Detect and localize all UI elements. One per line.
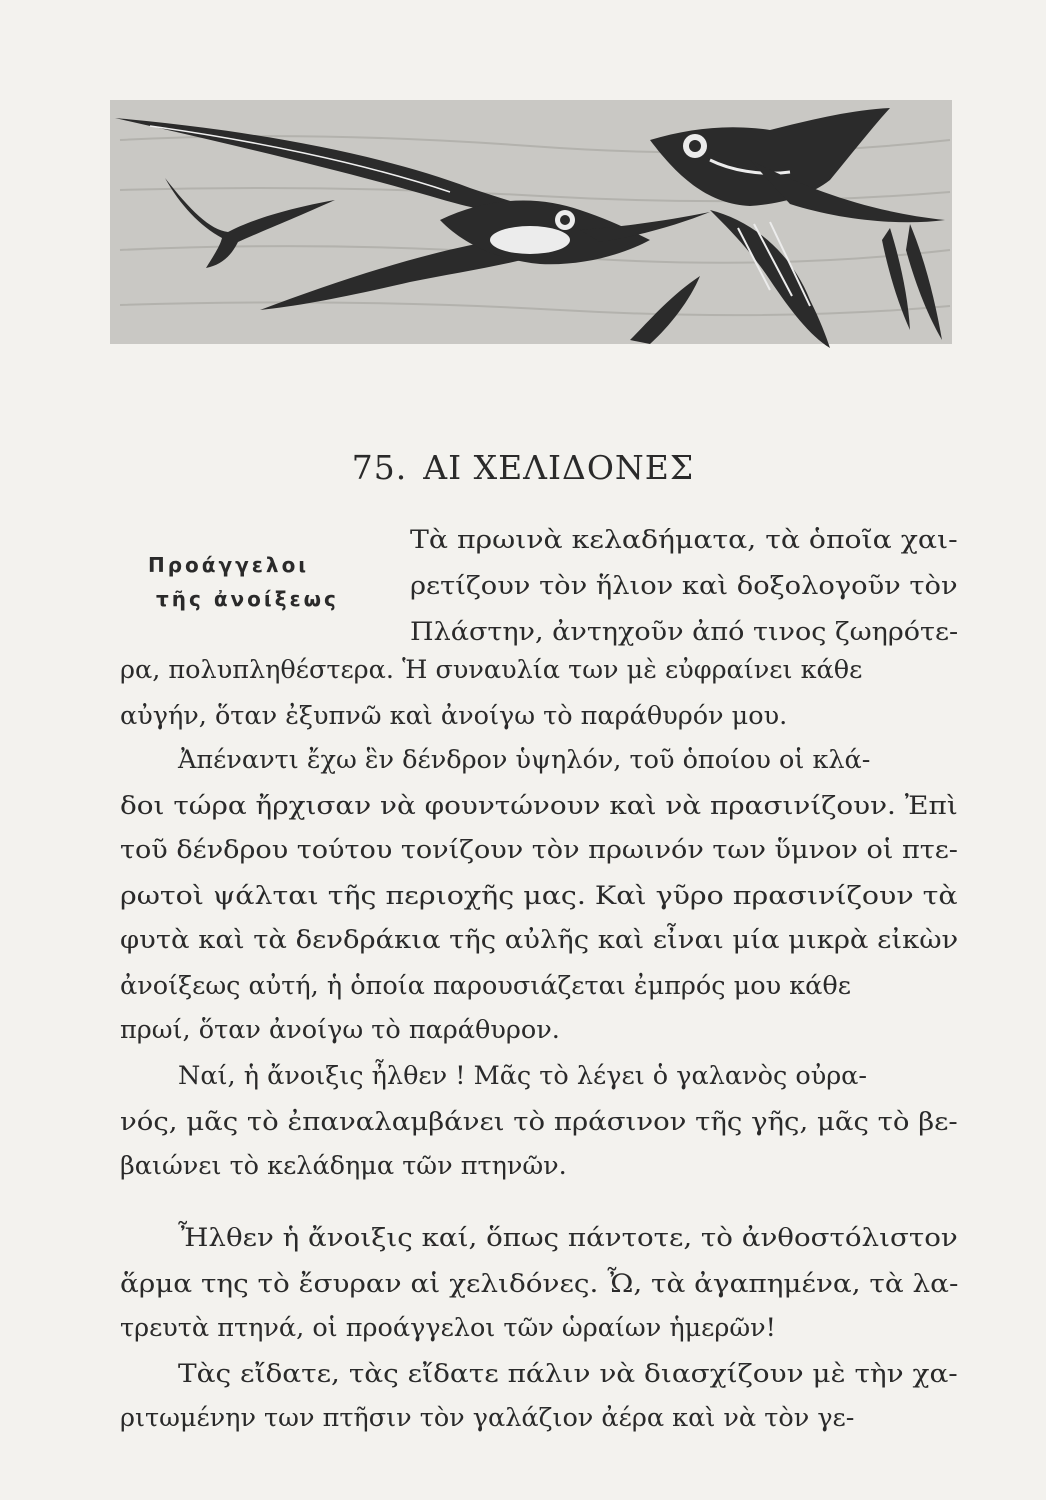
text-line: Ἀπέναντι ἔχω ἓν δένδρον ὑψηλόν, τοῦ ὁποίου οἱ κλά-: [178, 745, 871, 775]
text-line: αὐγήν, ὅταν ἐξυπνῶ καὶ ἀνοίγω τὸ παράθυρόν μου.: [120, 701, 788, 731]
text-line: Πλάστην, ἀντηχοῦν ἀπό τινος ζωηρότε-: [410, 617, 959, 647]
text-line: ρωτοὶ ψάλται τῆς περιοχῆς μας. Καὶ γῦρο πρασινίζουν τὰ: [120, 881, 958, 911]
chapter-title: [0, 448, 1046, 487]
side-heading-line-1: Προάγγελοι: [148, 553, 310, 577]
swallows-drawing: [110, 100, 952, 352]
text-line: Τὰ πρωινὰ κελαδήματα, τὰ ὁποῖα χαι-: [410, 525, 958, 555]
text-line: Ἦλθεν ἡ ἄνοιξις καί, ὅπως πάντοτε, τὸ ἀνθοστόλιστον: [178, 1223, 958, 1253]
text-line: νός, μᾶς τὸ ἐπαναλαμβάνει τὸ πράσινον τῆς γῆς, μᾶς τὸ βε-: [120, 1107, 958, 1137]
side-heading: [120, 548, 390, 616]
text-line: τρευτὰ πτηνά, οἱ προάγγελοι τῶν ὡραίων ἡμερῶν!: [120, 1313, 776, 1343]
text-line: ριτωμένην των πτῆσιν τὸν γαλάζιον ἀέρα καὶ νὰ τὸν γε-: [120, 1403, 855, 1433]
chapter-title-text: ΑΙ ΧΕΛΙΔΟΝΕΣ: [423, 448, 695, 487]
text-line: ἅρμα της τὸ ἔσυραν αἱ χελιδόνες. Ὦ, τὰ ἀγαπημένα, τὰ λα-: [120, 1269, 959, 1299]
chapter-number: 75.: [351, 448, 408, 487]
text-line: ἀνοίξεως αὐτή, ἡ ὁποία παρουσιάζεται ἐμπρός μου κάθε: [120, 971, 851, 1001]
text-line: βαιώνει τὸ κελάδημα τῶν πτηνῶν.: [120, 1151, 567, 1181]
swallows-illustration: [110, 100, 952, 352]
text-line: πρωί, ὅταν ἀνοίγω τὸ παράθυρον.: [120, 1015, 560, 1045]
text-line: φυτὰ καὶ τὰ δενδράκια τῆς αὐλῆς καὶ εἶναι μία μικρὰ εἰκὼν: [120, 925, 959, 955]
text-line: Ναί, ἡ ἄνοιξις ἦλθεν ! Μᾶς τὸ λέγει ὁ γαλανὸς οὐρα-: [178, 1061, 868, 1091]
text-line: Τὰς εἴδατε, τὰς εἴδατε πάλιν νὰ διασχίζουν μὲ τὴν χα-: [178, 1359, 958, 1389]
text-line: ρα, πολυπληθέστερα. Ἡ συναυλία των μὲ εὐφραίνει κάθε: [120, 655, 863, 685]
text-line: ρετίζουν τὸν ἥλιον καὶ δοξολογοῦν τὸν: [410, 571, 958, 601]
side-heading-line-2: τῆς ἀνοίξεως: [156, 587, 339, 611]
text-line: δοι τώρα ἤρχισαν νὰ φουντώνουν καὶ νὰ πρασινίζουν. Ἐπὶ: [120, 791, 958, 821]
text-line: τοῦ δένδρου τούτου τονίζουν τὸν πρωινόν των ὕμνον οἱ πτε-: [120, 835, 958, 865]
